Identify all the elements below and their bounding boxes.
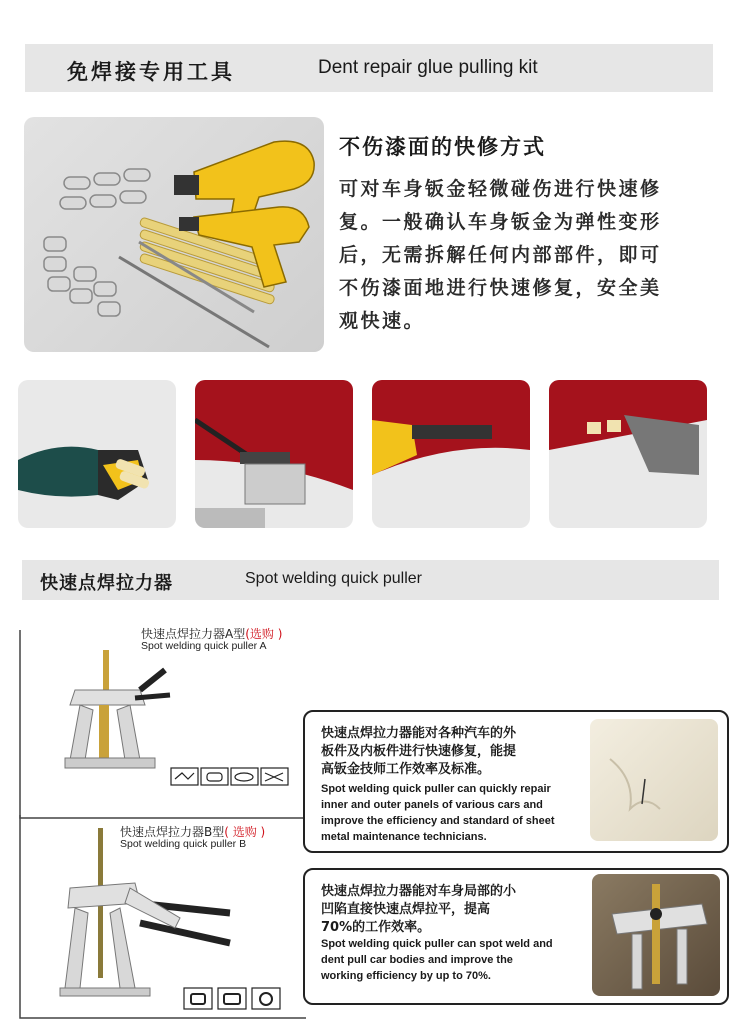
desc-line: 快速点焊拉力器能对各种汽车的外 [321, 726, 517, 741]
puller-a-label-en: Spot welding quick puller A [141, 640, 267, 652]
puller-a-optional: (选购 ) [245, 627, 283, 641]
desc-line: Spot welding quick puller can quickly repair [321, 783, 551, 795]
puller-a-tips [170, 765, 290, 787]
puller-b-optional: ( 选购 ) [224, 825, 266, 839]
step-photo-glue-gun [18, 380, 176, 528]
section-title-cn: 快速点焊拉力器 [40, 573, 173, 594]
step-photo-tab-glue [372, 380, 530, 528]
desc-line: 凹陷直接快速点焊拉平，提高 [321, 902, 491, 917]
desc-line: 板件及内板件进行快速修复，能提 [321, 744, 517, 759]
intro-line: 后，无需拆解任何内部部件，即可 [339, 244, 662, 266]
desc-line: 70%的工作效率。 [321, 920, 431, 935]
desc-line: dent pull car bodies and improve the [321, 954, 513, 966]
desc-line: working efficiency by up to 70%. [321, 970, 491, 982]
puller-b-name: 快速点焊拉力器B型 [120, 825, 225, 839]
step-photo-puller [195, 380, 353, 528]
puller-a-desc-cn [321, 725, 516, 779]
desc-line: 高钣金技师工作效率及标准。 [321, 762, 491, 777]
desc-line: inner and outer panels of various cars and [321, 799, 543, 811]
intro-line: 不伤漆面地进行快速修复，安全美 [339, 277, 662, 299]
puller-b-result-photo [592, 874, 720, 996]
puller-a-desc-en [321, 781, 555, 845]
section-title-cn: 免焊接专用工具 [67, 60, 235, 84]
puller-a-name: 快速点焊拉力器A型 [141, 627, 246, 641]
kit-photo [24, 117, 324, 352]
puller-b-label-en: Spot welding quick puller B [120, 838, 247, 850]
puller-a-result-photo [590, 719, 718, 841]
puller-b-desc-en [321, 936, 553, 984]
intro-paragraph [339, 173, 662, 338]
step-photo-scraper [549, 380, 707, 528]
desc-line: Spot welding quick puller can spot weld and [321, 938, 553, 950]
intro-line: 可对车身钣金轻微碰伤进行快速修 [339, 178, 662, 200]
intro-heading: 不伤漆面的快修方式 [339, 135, 546, 159]
desc-line: metal maintenance technicians. [321, 831, 487, 843]
section-title-en: Spot welding quick puller [245, 570, 422, 587]
intro-line: 复。一般确认车身钣金为弹性变形 [339, 211, 662, 233]
puller-a-image [45, 650, 175, 780]
section-title-en: Dent repair glue pulling kit [318, 57, 538, 78]
desc-line: 快速点焊拉力器能对车身局部的小 [321, 884, 517, 899]
puller-b-desc-cn [321, 883, 516, 937]
desc-line: improve the efficiency and standard of sheet [321, 815, 555, 827]
puller-b-tips [183, 985, 283, 1011]
intro-line: 观快速。 [339, 310, 426, 332]
